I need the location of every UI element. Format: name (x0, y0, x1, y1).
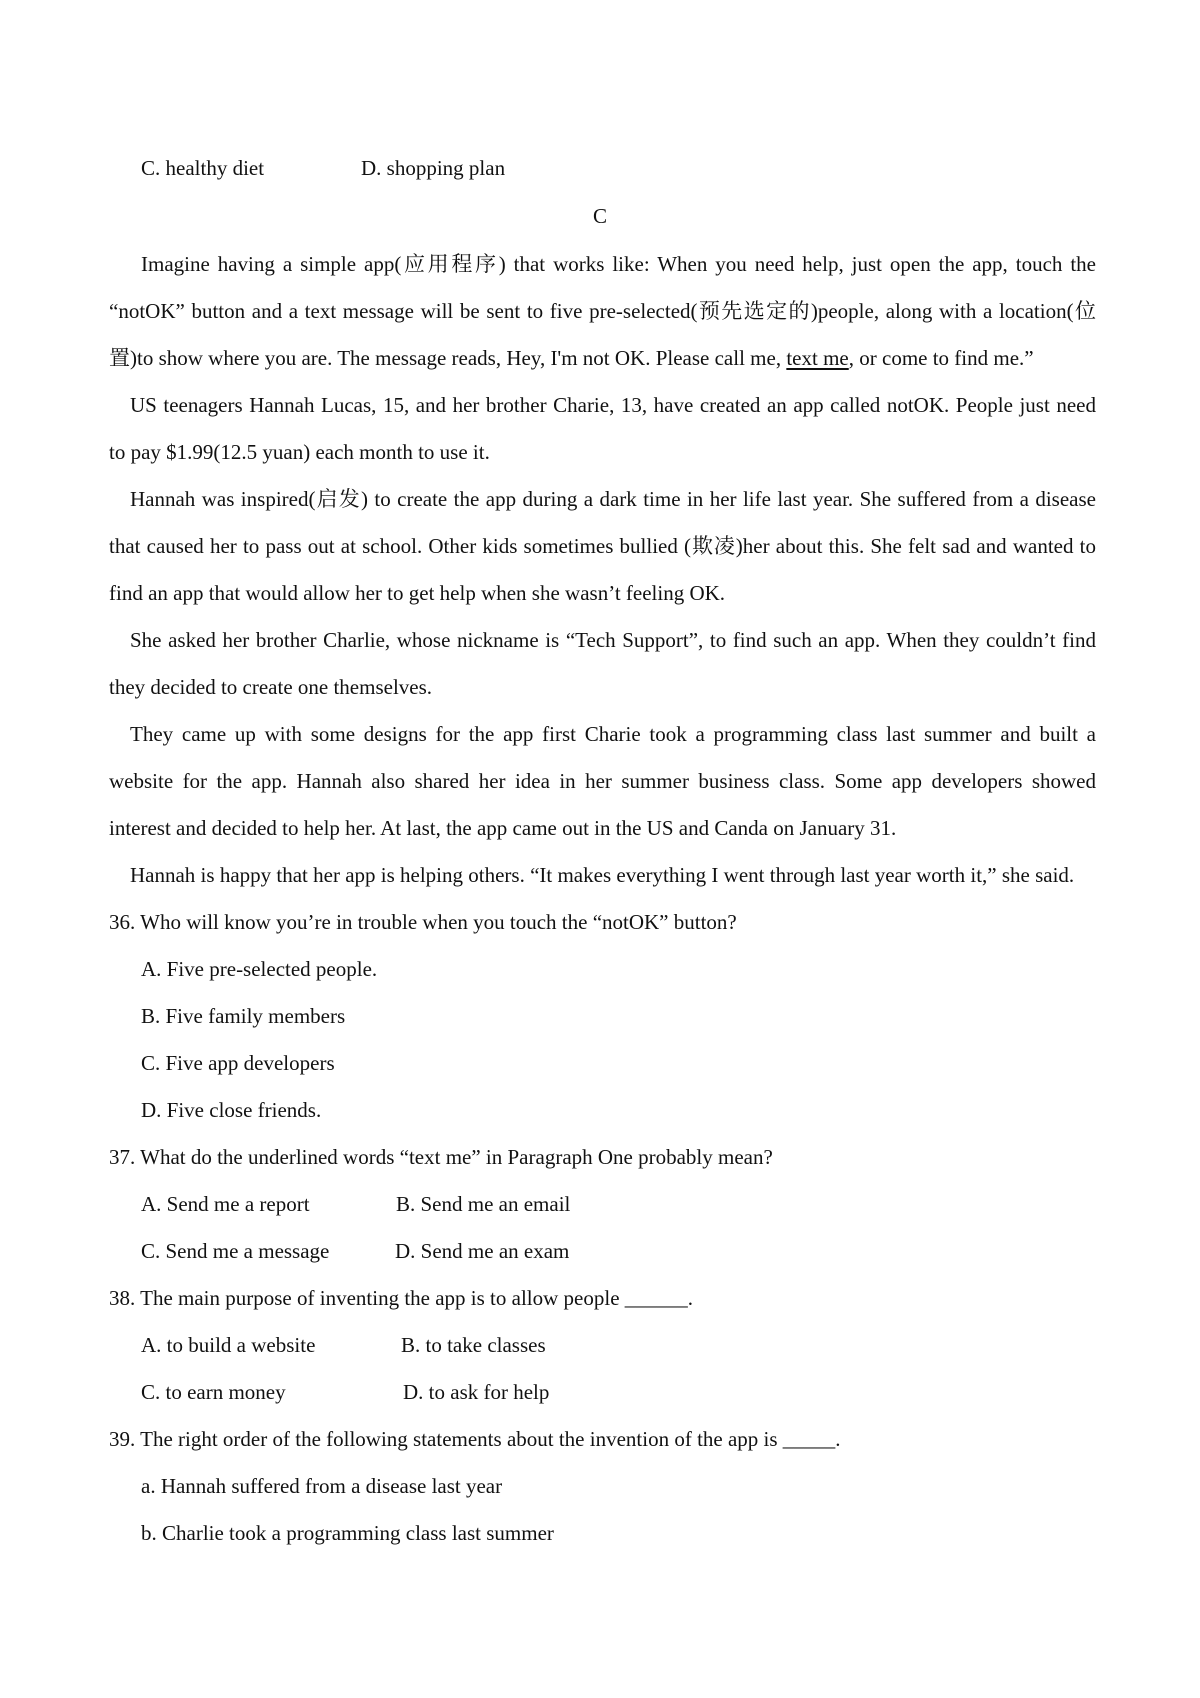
question-36-stem: 36. Who will know you’re in trouble when you touch the “notOK” button? (109, 910, 737, 934)
question-38-stem: 38. The main purpose of inventing the app is to allow people ______. (109, 1286, 694, 1310)
question-39-statement-a: a. Hannah suffered from a disease last year (141, 1474, 503, 1498)
passage-p5-line3: interest and decided to help her. At last, the app came out in the US and Canda on January 31. (109, 816, 897, 840)
passage-p4-line2: they decided to create one themselves. (109, 675, 433, 699)
passage-p1-line2: “notOK” button and a text message will be sent to five pre-selected(预先选定的)people, along with a location(位 (109, 299, 1096, 323)
question-39-stem: 39. The right order of the following statements about the invention of the app is _____. (109, 1427, 841, 1451)
prev-option-d: D. shopping plan (361, 156, 506, 180)
question-36-option-b: B. Five family members (141, 1004, 346, 1028)
passage-p5-line2: website for the app. Hannah also shared her idea in her summer business class. Some app developers showed (109, 769, 1096, 793)
underlined-text-me: text me (786, 346, 849, 370)
question-36-option-c: C. Five app developers (141, 1051, 335, 1075)
question-39-statement-b: b. Charlie took a programming class last summer (141, 1521, 554, 1545)
passage-p3-line3: find an app that would allow her to get help when she wasn’t feeling OK. (109, 581, 726, 605)
passage-p5-line1: They came up with some designs for the app first Charie took a programming class last summer and built a (130, 722, 1096, 746)
question-37-option-b: B. Send me an email (396, 1192, 571, 1216)
passage-p1-line1: Imagine having a simple app(应用程序) that works like: When you need help, just open the app, touch the (141, 252, 1096, 276)
passage-p6-line1: Hannah is happy that her app is helping others. “It makes everything I went through last year worth it,” she said. (130, 863, 1075, 887)
question-38-option-d: D. to ask for help (403, 1380, 550, 1404)
passage-p2-line1: US teenagers Hannah Lucas, 15, and her brother Charie, 13, have created an app called notOK. People just need (130, 393, 1096, 417)
passage-p4-line1: She asked her brother Charlie, whose nickname is “Tech Support”, to find such an app. When they couldn’t find (130, 628, 1096, 652)
passage-p1-line3-start: 置)to show where you are. The message reads, Hey, I'm not OK. Please call me, (109, 346, 787, 370)
passage-p3-line1: Hannah was inspired(启发) to create the app during a dark time in her life last year. She suffered from a disease (130, 487, 1096, 511)
passage-p1-line3-end: , or come to find me.” (848, 346, 1034, 370)
question-38-option-c: C. to earn money (141, 1380, 286, 1404)
section-heading: C (592, 204, 607, 228)
question-37-stem: 37. What do the underlined words “text me” in Paragraph One probably mean? (109, 1145, 773, 1169)
question-36-option-a: A. Five pre-selected people. (141, 957, 378, 981)
passage-p2-line2: to pay $1.99(12.5 yuan) each month to use it. (109, 440, 490, 464)
question-36-option-d: D. Five close friends. (141, 1098, 322, 1122)
prev-option-c: C. healthy diet (141, 156, 265, 180)
passage-p3-line2: that caused her to pass out at school. Other kids sometimes bullied (欺凌)her about this. She felt sad and wanted to (109, 534, 1096, 558)
question-37-option-a: A. Send me a report (141, 1192, 310, 1216)
passage-p1-line3 (109, 344, 1034, 372)
question-38-option-b: B. to take classes (401, 1333, 546, 1357)
question-37-option-d: D. Send me an exam (395, 1239, 570, 1263)
question-38-option-a: A. to build a website (141, 1333, 316, 1357)
question-37-option-c: C. Send me a message (141, 1239, 330, 1263)
